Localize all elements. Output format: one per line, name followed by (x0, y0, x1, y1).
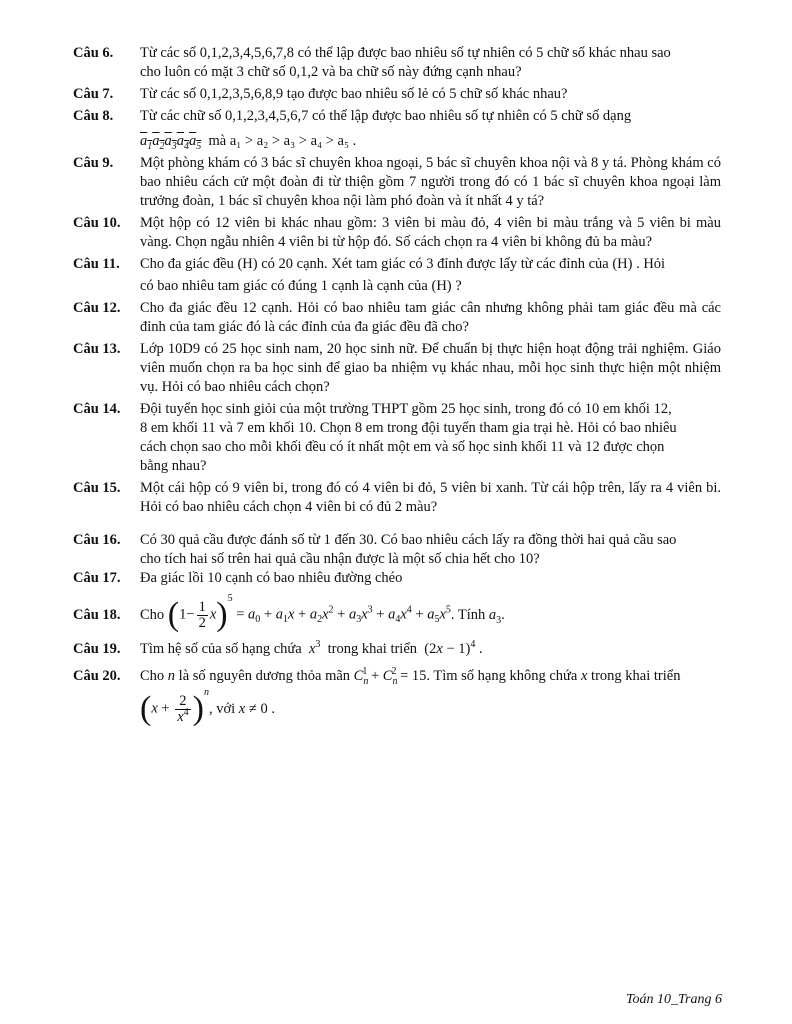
question-text: Tìm hệ số của số hạng chứa (140, 641, 302, 657)
question-text: 8 em khối 11 và 7 em khối 10. Chọn 8 em trong đội tuyển tham gia trại hè. Hỏi có bao nhiêu (140, 420, 677, 436)
question-9 (73, 154, 721, 211)
question-18: Câu 18. Cho (1− $\frac{1}{2}$ $x)^5 = a_0 + a_1x + a_2x^2 + a_3x^3 + a_4x^4 + a_5x^5$ . Tính $a_3$. (73, 592, 505, 633)
question-13 (73, 340, 721, 397)
question-text: trong khai triển (591, 668, 681, 684)
page-footer: Toán 10_Trang 6 (626, 992, 722, 1007)
question-text: Cho (140, 668, 165, 684)
binomial-expression: (x + $\frac{2}{x^4}$ )$^n$ (140, 686, 209, 727)
combination-equation: $C_n^1 + C_n^2 = 15$ (353, 666, 427, 687)
question-number: Câu 14. (73, 401, 121, 417)
question-number: Câu 7. (73, 86, 114, 102)
question-20: Câu 20. Cho n là số nguyên dương thỏa mãn $C_n^1 + C_n^2 = 15$. Tìm số hạng không chứa x trong khai triển (x + $\frac{2}{x^4}$ )$^n$ , với x ≠ 0 . (73, 666, 681, 727)
question-text: cách chọn sao cho mỗi khối đều có ít nhất một em và số học sinh khối 11 và 12 được chọn (140, 439, 665, 455)
question-number: Câu 13. (73, 341, 121, 357)
binomial-expression: (1− $\frac{1}{2}$ $x)^5 = a_0 + a_1x + a_2x^2 + a_3x^3 + a_4x^4 + a_5x^5$ (167, 592, 451, 633)
question-number: Câu 19. (73, 641, 121, 657)
question-6 (73, 44, 721, 82)
question-text: Một cái hộp có 9 viên bi, trong đó có 4 viên bi đỏ, 5 viên bi xanh. Từ cái hộp trên, lấy ra 4 viên bi. Hỏi có bao nhiêu cách chọn 4 viên bi có đủ 2 màu? (140, 480, 721, 515)
question-text: Có 30 quả cầu được đánh số từ 1 đến 30. Có bao nhiêu cách lấy ra đồng thời hai quả cầu sao (140, 532, 677, 548)
question-number: Câu 17. (73, 570, 121, 586)
question-number: Câu 20. (73, 668, 121, 684)
question-number: Câu 8. (73, 108, 114, 124)
exercise-list (73, 44, 721, 726)
question-number: Câu 18. (73, 606, 121, 623)
question-number: Câu 9. (73, 155, 114, 171)
question-text: Từ các số 0,1,2,3,4,5,6,7,8 có thể lập được bao nhiêu số tự nhiên có 5 chữ số khác nhau sao (140, 45, 671, 61)
question-19: Câu 19. Tìm hệ số của số hạng chứa $x^3$ trong khai triển $(2x - 1)^4$ . (73, 639, 483, 657)
question-16 (73, 531, 721, 569)
question-14 (73, 400, 721, 476)
question-15 (73, 479, 721, 517)
question-text: Cho (140, 606, 165, 623)
question-text: . Tìm số hạng không chứa (426, 668, 578, 684)
question-12 (73, 299, 721, 337)
question-8 (73, 107, 721, 151)
question-number: Câu 12. (73, 300, 121, 316)
question-text: Cho đa giác đều 12 cạnh. Hỏi có bao nhiêu tam giác cân nhưng không phải tam giác đều mà các đỉnh của tam giác đó là các đỉnh của đa giác đều đã cho? (140, 300, 721, 335)
question-text: cho tích hai số trên hai quả cầu nhận được là một số chia hết cho 10? (140, 551, 540, 567)
question-text: Lớp 10D9 có 25 học sinh nam, 20 học sinh nữ. Để chuẩn bị thực hiện hoạt động trải nghiệm. Giáo viên muốn chọn ra ba học sinh để giao ba nhiệm vụ khác nhau, mỗi học sinh thực hiện một nhiệm vụ. Hỏi có bao nhiêu cách chọn? (140, 341, 721, 395)
question-text: Đa giác lồi 10 cạnh có bao nhiêu đường chéo (140, 570, 403, 586)
question-text: cho luôn có mặt 3 chữ số 0,1,2 và ba chữ số này đứng cạnh nhau? (140, 64, 522, 80)
question-number: Câu 6. (73, 45, 114, 61)
question-text: Cho đa giác đều (H) có 20 cạnh. Xét tam giác có 3 đỉnh được lấy từ các đỉnh của (H) . Hỏi (140, 256, 666, 272)
question-text: Từ các số 0,1,2,3,5,6,8,9 tạo được bao nhiêu số lẻ có 5 chữ số khác nhau? (140, 86, 568, 102)
question-text: . Tính (450, 606, 486, 623)
question-text: bằng nhau? (140, 458, 207, 474)
number-form-overline: $a_1a_2a_3a_4a_5$ (140, 133, 202, 152)
question-7 (73, 85, 721, 104)
binomial-expression: $(2x - 1)^4$ . (424, 639, 483, 657)
question-text: Một hộp có 12 viên bi khác nhau gồm: 3 viên bi màu đỏ, 4 viên bi màu trắng và 5 viên bi màu vàng. Chọn ngẫu nhiên 4 viên bi từ hộp đó. Số cách chọn ra 4 viên bi không đủ ba màu? (140, 215, 721, 250)
question-text: Đội tuyển học sinh giỏi của một trường THPT gồm 25 học sinh, trong đó có 10 em khối 12, (140, 401, 672, 417)
question-text: mà a₁ > a₂ > a₃ > a₄ > a₅ . (208, 133, 357, 149)
question-text: trong khai triển (327, 641, 418, 657)
question-text: có bao nhiêu tam giác có đúng 1 cạnh là cạnh của (H) ? (140, 278, 462, 294)
question-17 (73, 569, 721, 588)
question-11 (73, 255, 721, 296)
question-number: Câu 11. (73, 256, 120, 272)
question-text: Một phòng khám có 3 bác sĩ chuyên khoa ngoại, 5 bác sĩ chuyên khoa nội và 8 y tá. Phòng khám có bao nhiêu cách cử một đoàn đi từ thiện gồm 7 người trong đó có 1 bác sĩ chuyên khoa ngoại làm trưởng đoàn, 1 bác sĩ chuyên khoa nội làm phó đoàn và ít nhất 4 y tá? (140, 155, 721, 209)
question-number: Câu 16. (73, 532, 121, 548)
question-10 (73, 214, 721, 252)
question-text: Từ các chữ số 0,1,2,3,4,5,6,7 có thể lập được bao nhiêu số tự nhiên có 5 chữ số dạng (140, 108, 632, 124)
question-number: Câu 15. (73, 480, 121, 496)
question-text: là số nguyên dương thỏa mãn (178, 668, 351, 684)
question-text: , với (208, 700, 236, 717)
question-number: Câu 10. (73, 215, 121, 231)
